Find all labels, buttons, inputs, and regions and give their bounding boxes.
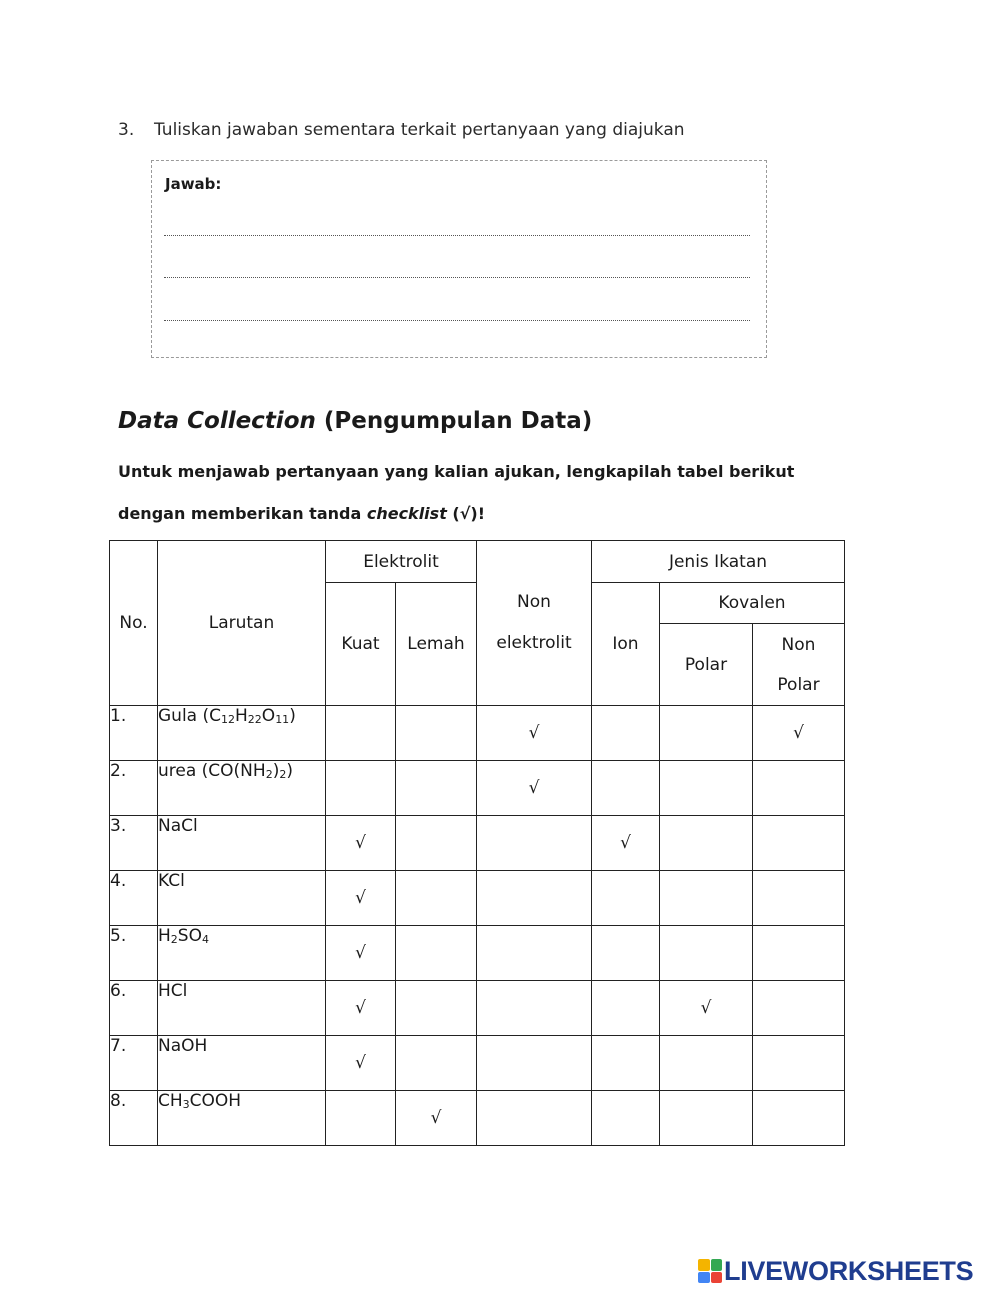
row-number: 1. <box>110 706 158 761</box>
check-cell-lemah[interactable] <box>396 816 477 871</box>
solution-name <box>158 706 326 761</box>
check-cell-kuat[interactable] <box>326 1091 396 1146</box>
solution-name <box>158 816 326 871</box>
check-cell-kuat[interactable] <box>326 761 396 816</box>
solution-name <box>158 871 326 926</box>
check-cell-ion[interactable] <box>592 871 660 926</box>
formula-text: H <box>158 926 171 946</box>
liveworksheets-logo <box>698 1256 973 1286</box>
row-number: 2. <box>110 761 158 816</box>
answer-box[interactable] <box>151 160 767 358</box>
check-cell-kuat[interactable]: √ <box>326 816 396 871</box>
question-3 <box>118 120 685 140</box>
check-cell-ion[interactable] <box>592 706 660 761</box>
header-no: No. <box>110 541 158 706</box>
formula-text: ) <box>286 761 293 781</box>
formula-text: urea (CO(NH <box>158 761 266 781</box>
check-cell-lemah[interactable]: √ <box>396 1091 477 1146</box>
header-non-polar <box>753 624 845 706</box>
section-title-english: Data Collection <box>118 408 316 434</box>
check-cell-polar[interactable] <box>660 926 753 981</box>
solution-name <box>158 981 326 1036</box>
header-nonpolar-line1: Non <box>781 634 816 655</box>
instruction-text: dengan memberikan tanda <box>118 504 367 523</box>
check-cell-kuat[interactable] <box>326 706 396 761</box>
logo-square <box>698 1272 710 1284</box>
question-number: 3. <box>118 120 135 140</box>
table-row <box>110 1036 845 1091</box>
formula-subscript: 22 <box>247 713 262 726</box>
check-cell-non[interactable] <box>477 816 592 871</box>
check-cell-non[interactable] <box>477 871 592 926</box>
check-cell-kuat[interactable]: √ <box>326 926 396 981</box>
instruction-line-1: Untuk menjawab pertanyaan yang kalian ajukan, lengkapilah tabel berikut <box>118 462 795 481</box>
table-row <box>110 816 845 871</box>
check-cell-ion[interactable] <box>592 1036 660 1091</box>
solution-name <box>158 1036 326 1091</box>
check-cell-non[interactable] <box>477 1036 592 1091</box>
instruction-checklist-word: checklist <box>366 504 447 523</box>
table-body <box>110 706 845 1146</box>
check-cell-kuat[interactable]: √ <box>326 871 396 926</box>
formula-text: KCl <box>158 871 185 891</box>
formula-subscript: 3 <box>182 1098 190 1111</box>
check-cell-non[interactable] <box>477 926 592 981</box>
row-number: 3. <box>110 816 158 871</box>
check-cell-non[interactable]: √ <box>477 761 592 816</box>
formula-text: ) <box>289 706 296 726</box>
formula-text: CH <box>158 1091 183 1111</box>
check-cell-lemah[interactable] <box>396 981 477 1036</box>
header-lemah: Lemah <box>396 583 477 706</box>
formula-subscript: 2 <box>170 933 178 946</box>
header-kuat: Kuat <box>326 583 396 706</box>
header-kovalen: Kovalen <box>660 583 845 624</box>
check-cell-polar[interactable] <box>660 816 753 871</box>
header-non-line2: elektrolit <box>496 633 572 653</box>
answer-line[interactable] <box>164 235 750 236</box>
check-cell-nonpolar[interactable] <box>753 761 845 816</box>
check-cell-non[interactable]: √ <box>477 706 592 761</box>
row-number: 7. <box>110 1036 158 1091</box>
logo-icon <box>698 1259 722 1283</box>
check-cell-lemah[interactable] <box>396 761 477 816</box>
formula-subscript: 4 <box>201 933 209 946</box>
check-cell-kuat[interactable]: √ <box>326 981 396 1036</box>
check-cell-polar[interactable]: √ <box>660 981 753 1036</box>
check-cell-polar[interactable] <box>660 706 753 761</box>
check-cell-polar[interactable] <box>660 871 753 926</box>
formula-text: H <box>235 706 248 726</box>
header-elektrolit: Elektrolit <box>326 541 477 583</box>
logo-square <box>711 1259 723 1271</box>
check-cell-kuat[interactable]: √ <box>326 1036 396 1091</box>
data-table <box>109 540 845 1146</box>
question-text: Tuliskan jawaban sementara terkait pertanyaan yang diajukan <box>154 120 685 140</box>
row-number: 6. <box>110 981 158 1036</box>
instruction-line-2 <box>118 504 485 523</box>
formula-text: SO <box>177 926 202 946</box>
formula-text: O <box>261 706 276 726</box>
check-cell-lemah[interactable] <box>396 926 477 981</box>
answer-line[interactable] <box>164 320 750 321</box>
solution-name <box>158 1091 326 1146</box>
formula-subscript: 12 <box>221 713 235 726</box>
formula-text: NaOH <box>158 1036 208 1056</box>
header-larutan: Larutan <box>158 541 326 706</box>
header-non-line1: Non <box>517 592 551 612</box>
answer-label: Jawab: <box>165 175 222 193</box>
instruction-mark: (√)! <box>446 504 486 523</box>
check-cell-non[interactable] <box>477 1091 592 1146</box>
check-cell-ion[interactable] <box>592 761 660 816</box>
check-cell-nonpolar[interactable] <box>753 981 845 1036</box>
formula-subscript: 11 <box>275 713 290 726</box>
header-non-elektrolit <box>477 541 592 706</box>
table-row <box>110 871 845 926</box>
check-cell-nonpolar[interactable]: √ <box>753 706 845 761</box>
formula-subscript: 2 <box>279 768 287 781</box>
header-nonpolar-line2: Polar <box>777 674 820 695</box>
answer-line[interactable] <box>164 277 750 278</box>
check-cell-nonpolar[interactable] <box>753 816 845 871</box>
row-number: 8. <box>110 1091 158 1146</box>
check-cell-polar[interactable] <box>660 761 753 816</box>
check-cell-ion[interactable] <box>592 981 660 1036</box>
header-jenis-ikatan: Jenis Ikatan <box>592 541 845 583</box>
check-cell-nonpolar[interactable] <box>753 1091 845 1146</box>
logo-square <box>698 1259 710 1271</box>
section-title-indonesian: (Pengumpulan Data) <box>323 408 593 434</box>
check-cell-nonpolar[interactable] <box>753 926 845 981</box>
logo-text: LIVEWORKSHEETS <box>724 1255 974 1286</box>
table-row <box>110 761 845 816</box>
check-cell-ion[interactable] <box>592 1091 660 1146</box>
table-row <box>110 926 845 981</box>
table-row <box>110 981 845 1036</box>
solution-name <box>158 761 326 816</box>
check-cell-lemah[interactable] <box>396 1036 477 1091</box>
logo-square <box>711 1272 723 1284</box>
formula-text: COOH <box>189 1091 242 1111</box>
check-cell-polar[interactable] <box>660 1036 753 1091</box>
check-cell-lemah[interactable] <box>396 706 477 761</box>
check-cell-nonpolar[interactable] <box>753 871 845 926</box>
formula-text: Gula (C <box>158 706 221 726</box>
formula-text: NaCl <box>158 816 198 836</box>
check-cell-ion[interactable] <box>592 926 660 981</box>
formula-text: ) <box>272 761 280 781</box>
table-row <box>110 706 845 761</box>
row-number: 5. <box>110 926 158 981</box>
check-cell-ion[interactable]: √ <box>592 816 660 871</box>
section-title <box>118 408 592 434</box>
check-cell-non[interactable] <box>477 981 592 1036</box>
check-cell-nonpolar[interactable] <box>753 1036 845 1091</box>
formula-text: HCl <box>158 981 188 1001</box>
header-ion: Ion <box>592 583 660 706</box>
formula-subscript: 2 <box>265 768 273 781</box>
header-polar: Polar <box>660 624 753 706</box>
solution-name <box>158 926 326 981</box>
check-cell-lemah[interactable] <box>396 871 477 926</box>
row-number: 4. <box>110 871 158 926</box>
check-cell-polar[interactable] <box>660 1091 753 1146</box>
table-row <box>110 1091 845 1146</box>
